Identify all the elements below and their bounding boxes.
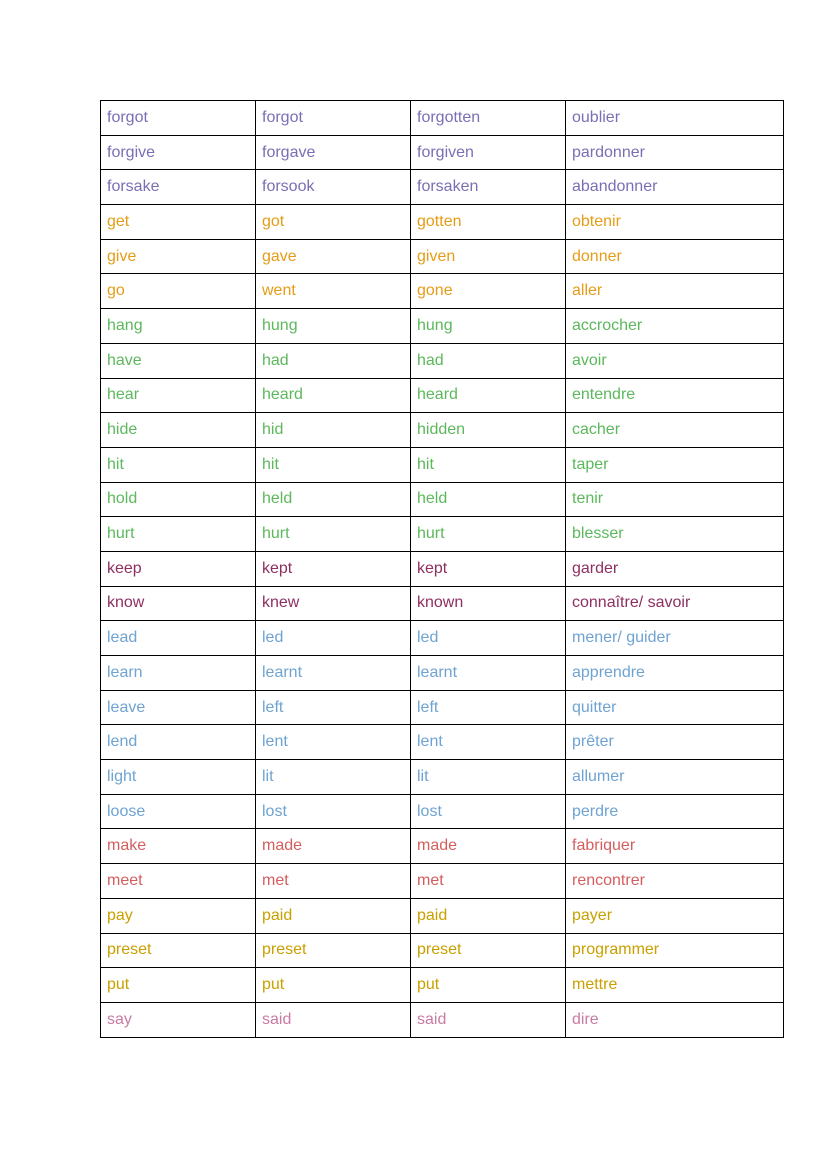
infinitive-cell: preset (101, 933, 256, 968)
infinitive-cell: hit (101, 447, 256, 482)
table-row (101, 933, 784, 968)
past-participle-cell: forsaken (411, 170, 566, 205)
past-simple-cell: lit (256, 760, 411, 795)
infinitive-cell: know (101, 586, 256, 621)
infinitive-cell: pay (101, 898, 256, 933)
french-translation-cell: donner (566, 239, 784, 274)
past-participle-cell: lent (411, 725, 566, 760)
french-translation-cell: apprendre (566, 656, 784, 691)
french-translation-cell: pardonner (566, 135, 784, 170)
french-translation-cell: accrocher (566, 309, 784, 344)
past-participle-cell: gone (411, 274, 566, 309)
past-simple-cell: lost (256, 794, 411, 829)
past-simple-cell: held (256, 482, 411, 517)
infinitive-cell: meet (101, 864, 256, 899)
infinitive-cell: say (101, 1002, 256, 1037)
infinitive-cell: lend (101, 725, 256, 760)
past-simple-cell: forgave (256, 135, 411, 170)
french-translation-cell: programmer (566, 933, 784, 968)
table-row (101, 968, 784, 1003)
infinitive-cell: hold (101, 482, 256, 517)
past-simple-cell: went (256, 274, 411, 309)
table-row (101, 482, 784, 517)
past-participle-cell: paid (411, 898, 566, 933)
past-participle-cell: hidden (411, 413, 566, 448)
french-translation-cell: dire (566, 1002, 784, 1037)
table-row (101, 170, 784, 205)
infinitive-cell: hurt (101, 517, 256, 552)
past-simple-cell: gave (256, 239, 411, 274)
past-participle-cell: made (411, 829, 566, 864)
infinitive-cell: lead (101, 621, 256, 656)
french-translation-cell: fabriquer (566, 829, 784, 864)
french-translation-cell: payer (566, 898, 784, 933)
french-translation-cell: abandonner (566, 170, 784, 205)
past-participle-cell: forgiven (411, 135, 566, 170)
table-row (101, 551, 784, 586)
french-translation-cell: avoir (566, 343, 784, 378)
infinitive-cell: light (101, 760, 256, 795)
infinitive-cell: put (101, 968, 256, 1003)
table-row (101, 343, 784, 378)
table-row (101, 690, 784, 725)
infinitive-cell: go (101, 274, 256, 309)
table-row (101, 829, 784, 864)
infinitive-cell: leave (101, 690, 256, 725)
table-row (101, 239, 784, 274)
past-simple-cell: forsook (256, 170, 411, 205)
infinitive-cell: have (101, 343, 256, 378)
infinitive-cell: forgive (101, 135, 256, 170)
past-simple-cell: hung (256, 309, 411, 344)
past-simple-cell: got (256, 205, 411, 240)
table-row (101, 794, 784, 829)
past-participle-cell: led (411, 621, 566, 656)
french-translation-cell: cacher (566, 413, 784, 448)
infinitive-cell: keep (101, 551, 256, 586)
french-translation-cell: oublier (566, 101, 784, 136)
past-participle-cell: heard (411, 378, 566, 413)
past-simple-cell: put (256, 968, 411, 1003)
french-translation-cell: entendre (566, 378, 784, 413)
table-row (101, 725, 784, 760)
verbs-table-body (101, 101, 784, 1038)
past-simple-cell: forgot (256, 101, 411, 136)
past-simple-cell: preset (256, 933, 411, 968)
past-simple-cell: knew (256, 586, 411, 621)
past-simple-cell: left (256, 690, 411, 725)
french-translation-cell: mener/ guider (566, 621, 784, 656)
infinitive-cell: hear (101, 378, 256, 413)
irregular-verbs-table (100, 100, 784, 1038)
past-participle-cell: hung (411, 309, 566, 344)
table-row (101, 378, 784, 413)
past-participle-cell: kept (411, 551, 566, 586)
past-simple-cell: paid (256, 898, 411, 933)
table-row (101, 656, 784, 691)
table-row (101, 517, 784, 552)
past-participle-cell: put (411, 968, 566, 1003)
infinitive-cell: hide (101, 413, 256, 448)
table-row (101, 621, 784, 656)
table-row (101, 135, 784, 170)
past-simple-cell: learnt (256, 656, 411, 691)
past-participle-cell: held (411, 482, 566, 517)
french-translation-cell: mettre (566, 968, 784, 1003)
french-translation-cell: rencontrer (566, 864, 784, 899)
past-participle-cell: left (411, 690, 566, 725)
past-simple-cell: hid (256, 413, 411, 448)
table-row (101, 309, 784, 344)
french-translation-cell: connaître/ savoir (566, 586, 784, 621)
infinitive-cell: hang (101, 309, 256, 344)
table-row (101, 205, 784, 240)
past-participle-cell: preset (411, 933, 566, 968)
past-participle-cell: lost (411, 794, 566, 829)
past-simple-cell: met (256, 864, 411, 899)
table-row (101, 864, 784, 899)
past-participle-cell: forgotten (411, 101, 566, 136)
past-simple-cell: had (256, 343, 411, 378)
infinitive-cell: learn (101, 656, 256, 691)
past-participle-cell: hit (411, 447, 566, 482)
past-participle-cell: learnt (411, 656, 566, 691)
infinitive-cell: forsake (101, 170, 256, 205)
infinitive-cell: get (101, 205, 256, 240)
table-row (101, 413, 784, 448)
infinitive-cell: forgot (101, 101, 256, 136)
past-simple-cell: made (256, 829, 411, 864)
past-simple-cell: hurt (256, 517, 411, 552)
french-translation-cell: garder (566, 551, 784, 586)
past-simple-cell: lent (256, 725, 411, 760)
infinitive-cell: loose (101, 794, 256, 829)
table-row (101, 101, 784, 136)
past-participle-cell: hurt (411, 517, 566, 552)
french-translation-cell: perdre (566, 794, 784, 829)
french-translation-cell: quitter (566, 690, 784, 725)
past-simple-cell: hit (256, 447, 411, 482)
french-translation-cell: tenir (566, 482, 784, 517)
french-translation-cell: aller (566, 274, 784, 309)
past-participle-cell: known (411, 586, 566, 621)
past-participle-cell: given (411, 239, 566, 274)
past-simple-cell: led (256, 621, 411, 656)
french-translation-cell: blesser (566, 517, 784, 552)
table-row (101, 1002, 784, 1037)
table-row (101, 760, 784, 795)
infinitive-cell: give (101, 239, 256, 274)
past-simple-cell: heard (256, 378, 411, 413)
french-translation-cell: obtenir (566, 205, 784, 240)
infinitive-cell: make (101, 829, 256, 864)
french-translation-cell: prêter (566, 725, 784, 760)
french-translation-cell: taper (566, 447, 784, 482)
past-simple-cell: said (256, 1002, 411, 1037)
past-participle-cell: said (411, 1002, 566, 1037)
french-translation-cell: allumer (566, 760, 784, 795)
table-row (101, 447, 784, 482)
past-participle-cell: had (411, 343, 566, 378)
table-row (101, 898, 784, 933)
table-row (101, 586, 784, 621)
past-simple-cell: kept (256, 551, 411, 586)
past-participle-cell: lit (411, 760, 566, 795)
table-row (101, 274, 784, 309)
past-participle-cell: met (411, 864, 566, 899)
past-participle-cell: gotten (411, 205, 566, 240)
